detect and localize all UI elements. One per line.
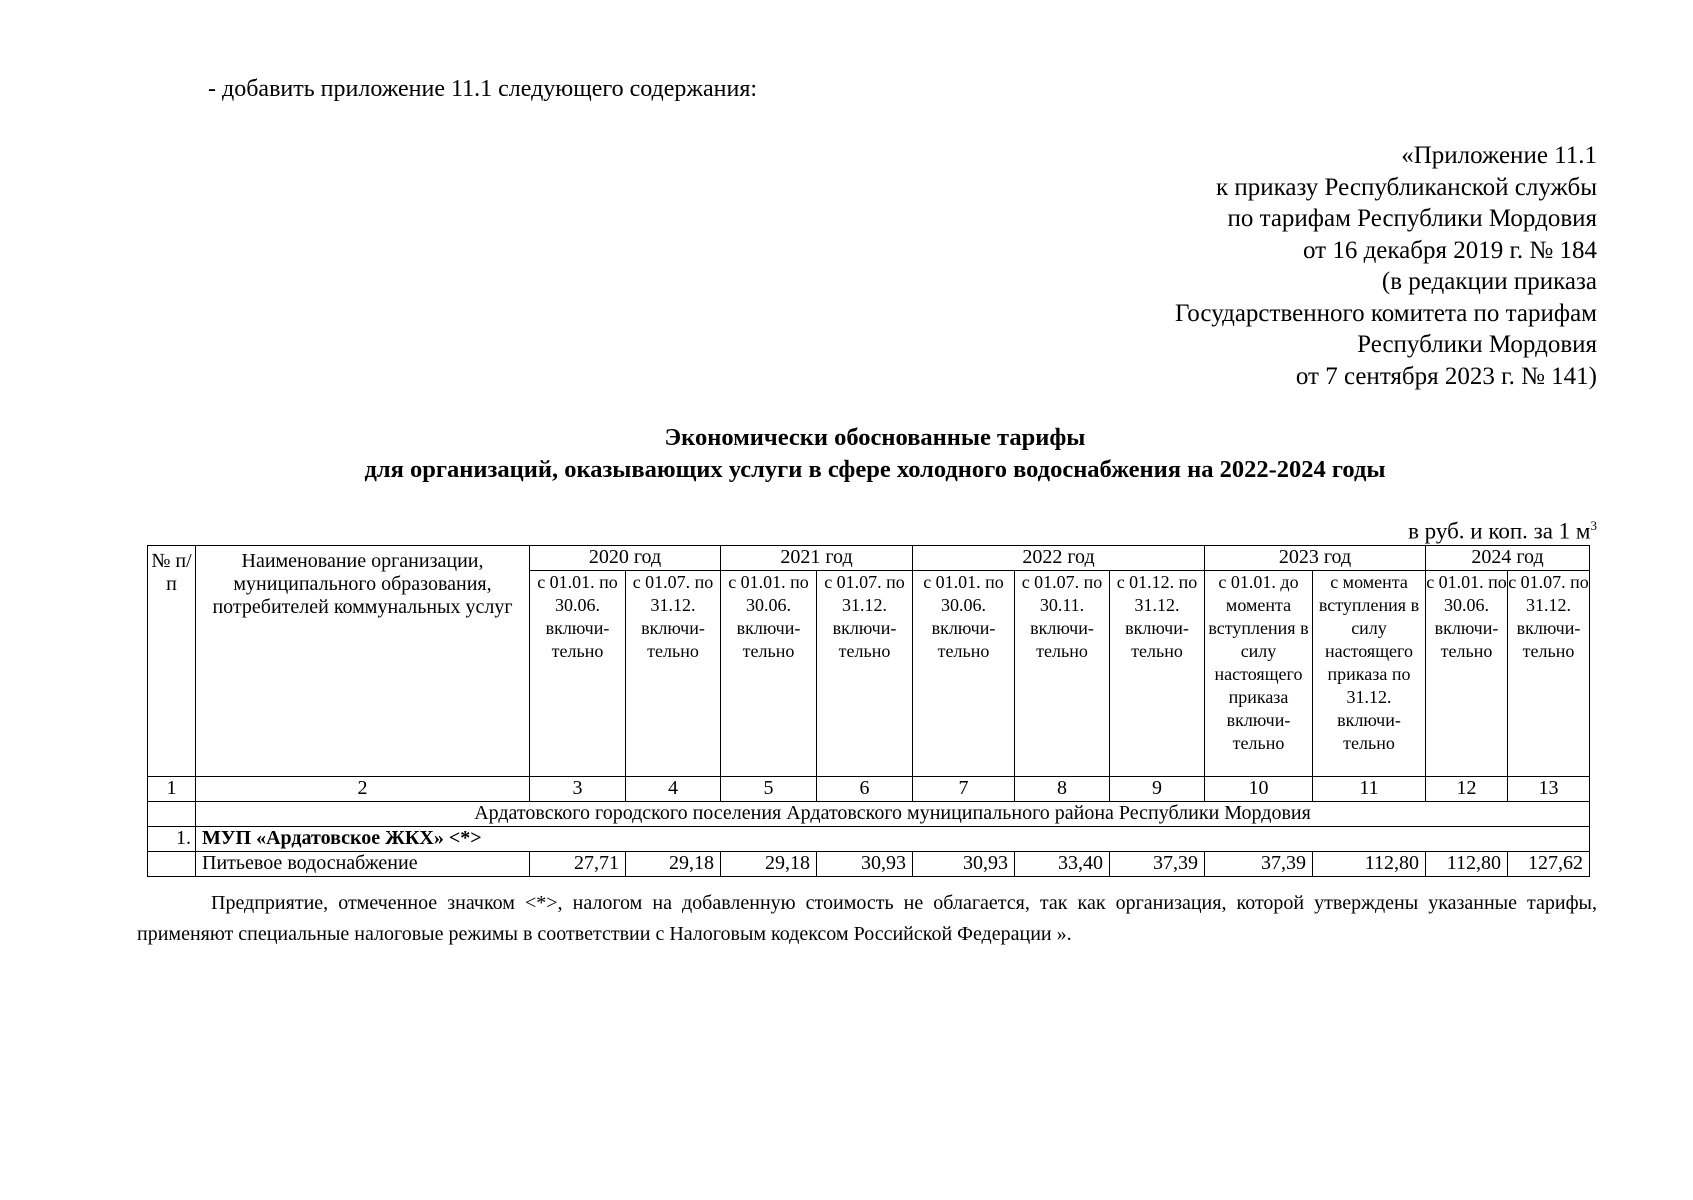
tariff-value: 33,40 xyxy=(1015,852,1110,877)
header-year: 2023 год xyxy=(1205,546,1426,571)
units-superscript: 3 xyxy=(1590,518,1597,533)
column-number: 13 xyxy=(1508,777,1590,802)
area-row xyxy=(148,802,1590,827)
column-number: 9 xyxy=(1110,777,1205,802)
header-period: с момента вступления в силу настоящего приказа по 31.12. включи-тельно xyxy=(1313,571,1426,777)
header-period: с 01.01. по 30.06. включи-тельно xyxy=(721,571,817,777)
tariff-value: 37,39 xyxy=(1110,852,1205,877)
header-year: 2022 год xyxy=(913,546,1205,571)
appendix-line: к приказу Республиканской службы xyxy=(1215,173,1597,201)
tariff-value: 30,93 xyxy=(913,852,1015,877)
appendix-line: от 7 сентября 2023 г. № 141) xyxy=(1295,362,1597,390)
area-index-cell xyxy=(148,802,196,827)
header-period: с 01.01. по 30.06. включи-тельно xyxy=(913,571,1015,777)
header-period: с 01.07. по 31.12. включи-тельно xyxy=(626,571,721,777)
header-year: 2024 год xyxy=(1426,546,1590,571)
header-number: № п/п xyxy=(148,546,196,777)
appendix-line: по тарифам Республики Мордовия xyxy=(1227,205,1597,232)
column-numbers-row xyxy=(148,777,1590,802)
units-text: в руб. и коп. за 1 м xyxy=(1408,518,1591,544)
column-number: 3 xyxy=(530,777,626,802)
table-row xyxy=(148,852,1590,877)
tariff-value: 127,62 xyxy=(1508,852,1590,877)
tariff-value: 37,39 xyxy=(1205,852,1313,877)
tariff-value: 112,80 xyxy=(1426,852,1508,877)
area-name: Ардатовского городского поселения Ардатовского муниципального района Республики Мордовия xyxy=(196,802,1590,827)
service-name: Питьевое водоснабжение xyxy=(196,852,530,877)
organization-row xyxy=(148,827,1590,852)
appendix-line: «Приложение 11.1 xyxy=(1401,142,1597,169)
column-number: 7 xyxy=(913,777,1015,802)
document-title xyxy=(0,422,1693,486)
column-number: 6 xyxy=(817,777,913,802)
column-number: 10 xyxy=(1205,777,1313,802)
header-period: с 01.01. до момента вступления в силу настоящего приказа включи-тельно xyxy=(1205,571,1313,777)
tariff-value: 112,80 xyxy=(1313,852,1426,877)
header-year: 2021 год xyxy=(721,546,913,571)
appendix-line: Государственного комитета по тарифам xyxy=(1175,299,1597,327)
header-period: с 01.07. по 30.11. включи-тельно xyxy=(1015,571,1110,777)
column-number: 2 xyxy=(196,777,530,802)
tariff-value: 27,71 xyxy=(530,852,626,877)
column-number: 11 xyxy=(1313,777,1426,802)
column-number: 12 xyxy=(1426,777,1508,802)
units-label xyxy=(1408,518,1597,545)
column-number: 1 xyxy=(148,777,196,802)
header-period: с 01.01. по 30.06. включи-тельно xyxy=(1426,571,1508,777)
appendix-line: Республики Мордовия xyxy=(1357,331,1597,358)
title-line: для организаций, оказывающих услуги в сфере холодного водоснабжения на 2022-2024 годы xyxy=(364,456,1386,483)
service-index-cell xyxy=(148,852,196,877)
appendix-line: от 16 декабря 2019 г. № 184 xyxy=(1302,236,1597,264)
column-number: 8 xyxy=(1015,777,1110,802)
title-line: Экономически обоснованные тарифы xyxy=(664,424,1086,451)
organization-index: 1. xyxy=(148,827,196,852)
tariff-table xyxy=(147,545,1590,877)
header-years-row xyxy=(148,546,1590,571)
organization-name: МУП «Ардатовское ЖКХ» <*> xyxy=(196,827,1590,852)
appendix-header xyxy=(1175,140,1597,392)
tariff-value: 30,93 xyxy=(817,852,913,877)
header-period: с 01.07. по 31.12. включи-тельно xyxy=(1508,571,1590,777)
header-period: с 01.01. по 30.06. включи-тельно xyxy=(530,571,626,777)
header-name: Наименование организации, муниципального образования, потребителей коммунальных услуг xyxy=(196,546,530,777)
footnote: Предприятие, отмеченное значком <*>, налогом на добавленную стоимость не облагается, так как организация, которой утверждены указанные тарифы, применяют специальные налоговые режимы в соответствии с Налоговым кодексом Российской Федерации ». xyxy=(137,892,1597,945)
intro-text: - добавить приложение 11.1 следующего содержания: xyxy=(208,76,758,102)
header-year: 2020 год xyxy=(530,546,721,571)
column-number: 4 xyxy=(626,777,721,802)
tariff-value: 29,18 xyxy=(626,852,721,877)
column-number: 5 xyxy=(721,777,817,802)
header-period: с 01.12. по 31.12. включи-тельно xyxy=(1110,571,1205,777)
header-period: с 01.07. по 31.12. включи-тельно xyxy=(817,571,913,777)
tariff-value: 29,18 xyxy=(721,852,817,877)
appendix-line: (в редакции приказа xyxy=(1381,268,1597,295)
